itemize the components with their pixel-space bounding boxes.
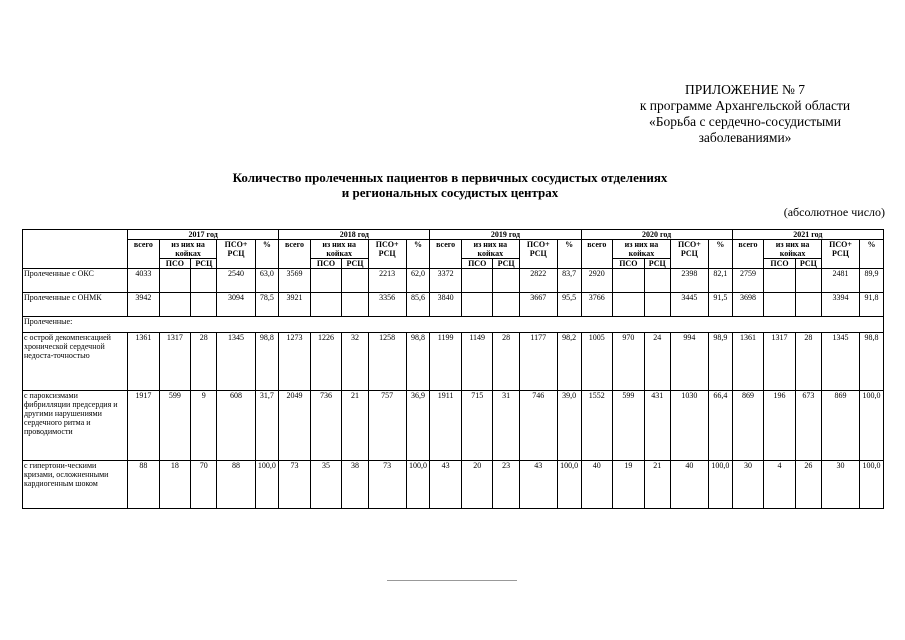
table-cell: 62,0	[406, 269, 430, 293]
table-cell: 98,9	[708, 333, 732, 391]
footer-divider	[387, 580, 517, 581]
table-cell	[191, 293, 217, 317]
table-cell	[795, 269, 821, 293]
table-cell: 599	[159, 391, 191, 461]
table-cell: 2213	[368, 269, 406, 293]
table-cell: 66,4	[708, 391, 732, 461]
table-cell: 21	[342, 391, 368, 461]
table-cell: 28	[493, 333, 519, 391]
table-cell: 39,0	[557, 391, 581, 461]
of-them-header: из них на койках	[159, 240, 217, 259]
table-cell	[342, 293, 368, 317]
table-row	[23, 391, 884, 461]
table-cell: 40	[670, 461, 708, 509]
pso-header: ПСО	[310, 259, 342, 269]
table-cell: 21	[644, 461, 670, 509]
year-header: 2021 год	[732, 230, 883, 240]
table-cell: 869	[732, 391, 764, 461]
title-line: и региональных сосудистых центрах	[341, 185, 559, 200]
table-cell: 1317	[159, 333, 191, 391]
of-them-header: из них на койках	[310, 240, 368, 259]
table-cell: 3840	[430, 293, 462, 317]
table-cell: 83,7	[557, 269, 581, 293]
appendix-line: «Борьба с сердечно-сосудистыми	[649, 114, 841, 129]
total-header: всего	[581, 240, 613, 269]
table-cell: 35	[310, 461, 342, 509]
table-cell: 82,1	[708, 269, 732, 293]
table-cell: 30	[822, 461, 860, 509]
table-row	[23, 293, 884, 317]
table-cell: 3569	[279, 269, 311, 293]
table-cell: 869	[822, 391, 860, 461]
table-cell: 31,7	[255, 391, 279, 461]
table-cell: 1258	[368, 333, 406, 391]
table-cell	[613, 293, 645, 317]
total-header: всего	[732, 240, 764, 269]
row-label: Пролеченные с ОНМК	[23, 293, 128, 317]
table-cell	[191, 269, 217, 293]
row-label: с острой декомпенсацией хронической сердечной недоста-точностью	[23, 333, 128, 391]
table-cell: 3942	[128, 293, 160, 317]
table-cell: 1226	[310, 333, 342, 391]
table-cell: 3766	[581, 293, 613, 317]
percent-header: %	[255, 240, 279, 269]
title-line: Количество пролеченных пациентов в первичных сосудистых отделениях	[232, 170, 668, 185]
table-cell	[493, 293, 519, 317]
table-cell: 1030	[670, 391, 708, 461]
pso-rsc-header: ПСО+ РСЦ	[670, 240, 708, 269]
table-cell: 1361	[128, 333, 160, 391]
table-cell	[493, 269, 519, 293]
table-cell: 2822	[519, 269, 557, 293]
row-label: с пароксизмами фибрилляции предсердия и другими нарушениями сердечного ритма и проводимости	[23, 391, 128, 461]
total-header: всего	[128, 240, 160, 269]
table-cell: 4033	[128, 269, 160, 293]
table-cell: 28	[191, 333, 217, 391]
row-label: Пролеченные:	[23, 317, 884, 333]
document-title	[150, 170, 750, 200]
percent-header: %	[708, 240, 732, 269]
table-cell: 70	[191, 461, 217, 509]
header-row-sub	[23, 240, 884, 259]
table-cell	[342, 269, 368, 293]
table-row	[23, 269, 884, 293]
table-cell: 1917	[128, 391, 160, 461]
table-cell: 91,5	[708, 293, 732, 317]
table-cell: 746	[519, 391, 557, 461]
table-cell: 1317	[764, 333, 796, 391]
table-cell: 673	[795, 391, 821, 461]
table-cell: 88	[128, 461, 160, 509]
table-cell: 2481	[822, 269, 860, 293]
table-cell: 98,8	[860, 333, 884, 391]
table-cell: 3667	[519, 293, 557, 317]
table-cell	[644, 293, 670, 317]
row-label: Пролеченные с ОКС	[23, 269, 128, 293]
percent-header: %	[557, 240, 581, 269]
year-header: 2017 год	[128, 230, 279, 240]
table-cell: 2049	[279, 391, 311, 461]
header-row-years	[23, 230, 884, 240]
table-cell	[159, 293, 191, 317]
table-cell: 2920	[581, 269, 613, 293]
table-cell: 3921	[279, 293, 311, 317]
table-cell: 38	[342, 461, 368, 509]
table-cell: 36,9	[406, 391, 430, 461]
pso-header: ПСО	[613, 259, 645, 269]
total-header: всего	[279, 240, 311, 269]
rsc-header: РСЦ	[644, 259, 670, 269]
table-cell: 1345	[822, 333, 860, 391]
table-cell: 30	[732, 461, 764, 509]
table-cell: 1552	[581, 391, 613, 461]
table-cell: 100,0	[255, 461, 279, 509]
table-cell	[310, 269, 342, 293]
pso-rsc-header: ПСО+ РСЦ	[822, 240, 860, 269]
rsc-header: РСЦ	[342, 259, 368, 269]
table-cell: 20	[461, 461, 493, 509]
table-cell: 98,2	[557, 333, 581, 391]
table-cell: 1005	[581, 333, 613, 391]
year-header: 2019 год	[430, 230, 581, 240]
appendix-line: заболеваниями»	[698, 130, 792, 145]
table-cell	[764, 269, 796, 293]
table-cell: 757	[368, 391, 406, 461]
table-cell	[310, 293, 342, 317]
pso-rsc-header: ПСО+ РСЦ	[519, 240, 557, 269]
table-cell: 23	[493, 461, 519, 509]
unit-note: (абсолютное число)	[783, 205, 885, 219]
table-cell: 88	[217, 461, 255, 509]
table-cell: 73	[368, 461, 406, 509]
table-cell: 4	[764, 461, 796, 509]
table-cell: 43	[430, 461, 462, 509]
table-row	[23, 333, 884, 391]
pso-header: ПСО	[764, 259, 796, 269]
table-cell: 19	[613, 461, 645, 509]
table-cell: 3394	[822, 293, 860, 317]
percent-header: %	[860, 240, 884, 269]
of-them-header: из них на койках	[461, 240, 519, 259]
table-cell: 40	[581, 461, 613, 509]
rsc-header: РСЦ	[191, 259, 217, 269]
year-header: 2020 год	[581, 230, 732, 240]
table-cell: 1273	[279, 333, 311, 391]
table-cell: 3372	[430, 269, 462, 293]
table-cell: 736	[310, 391, 342, 461]
table-cell	[613, 269, 645, 293]
table-cell: 63,0	[255, 269, 279, 293]
rsc-header: РСЦ	[795, 259, 821, 269]
table-cell: 18	[159, 461, 191, 509]
table-cell: 28	[795, 333, 821, 391]
table-cell: 3094	[217, 293, 255, 317]
total-header: всего	[430, 240, 462, 269]
table-cell: 89,9	[860, 269, 884, 293]
table-cell: 608	[217, 391, 255, 461]
table-cell: 100,0	[860, 461, 884, 509]
table-cell: 98,8	[255, 333, 279, 391]
table-cell: 91,8	[860, 293, 884, 317]
pso-rsc-header: ПСО+ РСЦ	[368, 240, 406, 269]
table-cell	[764, 293, 796, 317]
pso-rsc-header: ПСО+ РСЦ	[217, 240, 255, 269]
table-cell: 78,5	[255, 293, 279, 317]
header-corner	[23, 230, 128, 269]
table-cell: 43	[519, 461, 557, 509]
table-cell: 2759	[732, 269, 764, 293]
table-cell	[461, 293, 493, 317]
pso-header: ПСО	[461, 259, 493, 269]
table-cell: 599	[613, 391, 645, 461]
rsc-header: РСЦ	[493, 259, 519, 269]
table-cell: 970	[613, 333, 645, 391]
table-cell: 196	[764, 391, 796, 461]
patients-table	[22, 229, 884, 509]
table-cell	[795, 293, 821, 317]
table-cell: 3445	[670, 293, 708, 317]
table-cell: 98,8	[406, 333, 430, 391]
table-cell: 1199	[430, 333, 462, 391]
of-them-header: из них на койках	[764, 240, 822, 259]
table-cell: 2540	[217, 269, 255, 293]
table-cell: 3698	[732, 293, 764, 317]
table-cell: 31	[493, 391, 519, 461]
appendix-line: к программе Архангельской области	[639, 98, 851, 113]
table-cell: 1361	[732, 333, 764, 391]
table-row	[23, 317, 884, 333]
table-cell: 73	[279, 461, 311, 509]
table-cell: 26	[795, 461, 821, 509]
table-row	[23, 461, 884, 509]
table-cell: 715	[461, 391, 493, 461]
table-cell: 32	[342, 333, 368, 391]
table-cell: 100,0	[557, 461, 581, 509]
percent-header: %	[406, 240, 430, 269]
table-cell: 24	[644, 333, 670, 391]
table-cell: 431	[644, 391, 670, 461]
table-cell: 2398	[670, 269, 708, 293]
table-cell: 1911	[430, 391, 462, 461]
table-cell: 100,0	[708, 461, 732, 509]
table-cell: 100,0	[860, 391, 884, 461]
appendix-block	[600, 82, 890, 146]
table-cell	[461, 269, 493, 293]
of-them-header: из них на койках	[613, 240, 671, 259]
table-cell: 1177	[519, 333, 557, 391]
table-cell: 9	[191, 391, 217, 461]
year-header: 2018 год	[279, 230, 430, 240]
table-cell: 85,6	[406, 293, 430, 317]
table-cell	[644, 269, 670, 293]
table-cell: 3356	[368, 293, 406, 317]
row-label: с гипертони-ческими кризами, осложненными кардиогенным шоком	[23, 461, 128, 509]
pso-header: ПСО	[159, 259, 191, 269]
appendix-title: ПРИЛОЖЕНИЕ № 7	[684, 82, 806, 97]
table-cell: 1149	[461, 333, 493, 391]
table-cell: 95,5	[557, 293, 581, 317]
table-cell: 1345	[217, 333, 255, 391]
table-cell: 100,0	[406, 461, 430, 509]
table-cell	[159, 269, 191, 293]
table-cell: 994	[670, 333, 708, 391]
